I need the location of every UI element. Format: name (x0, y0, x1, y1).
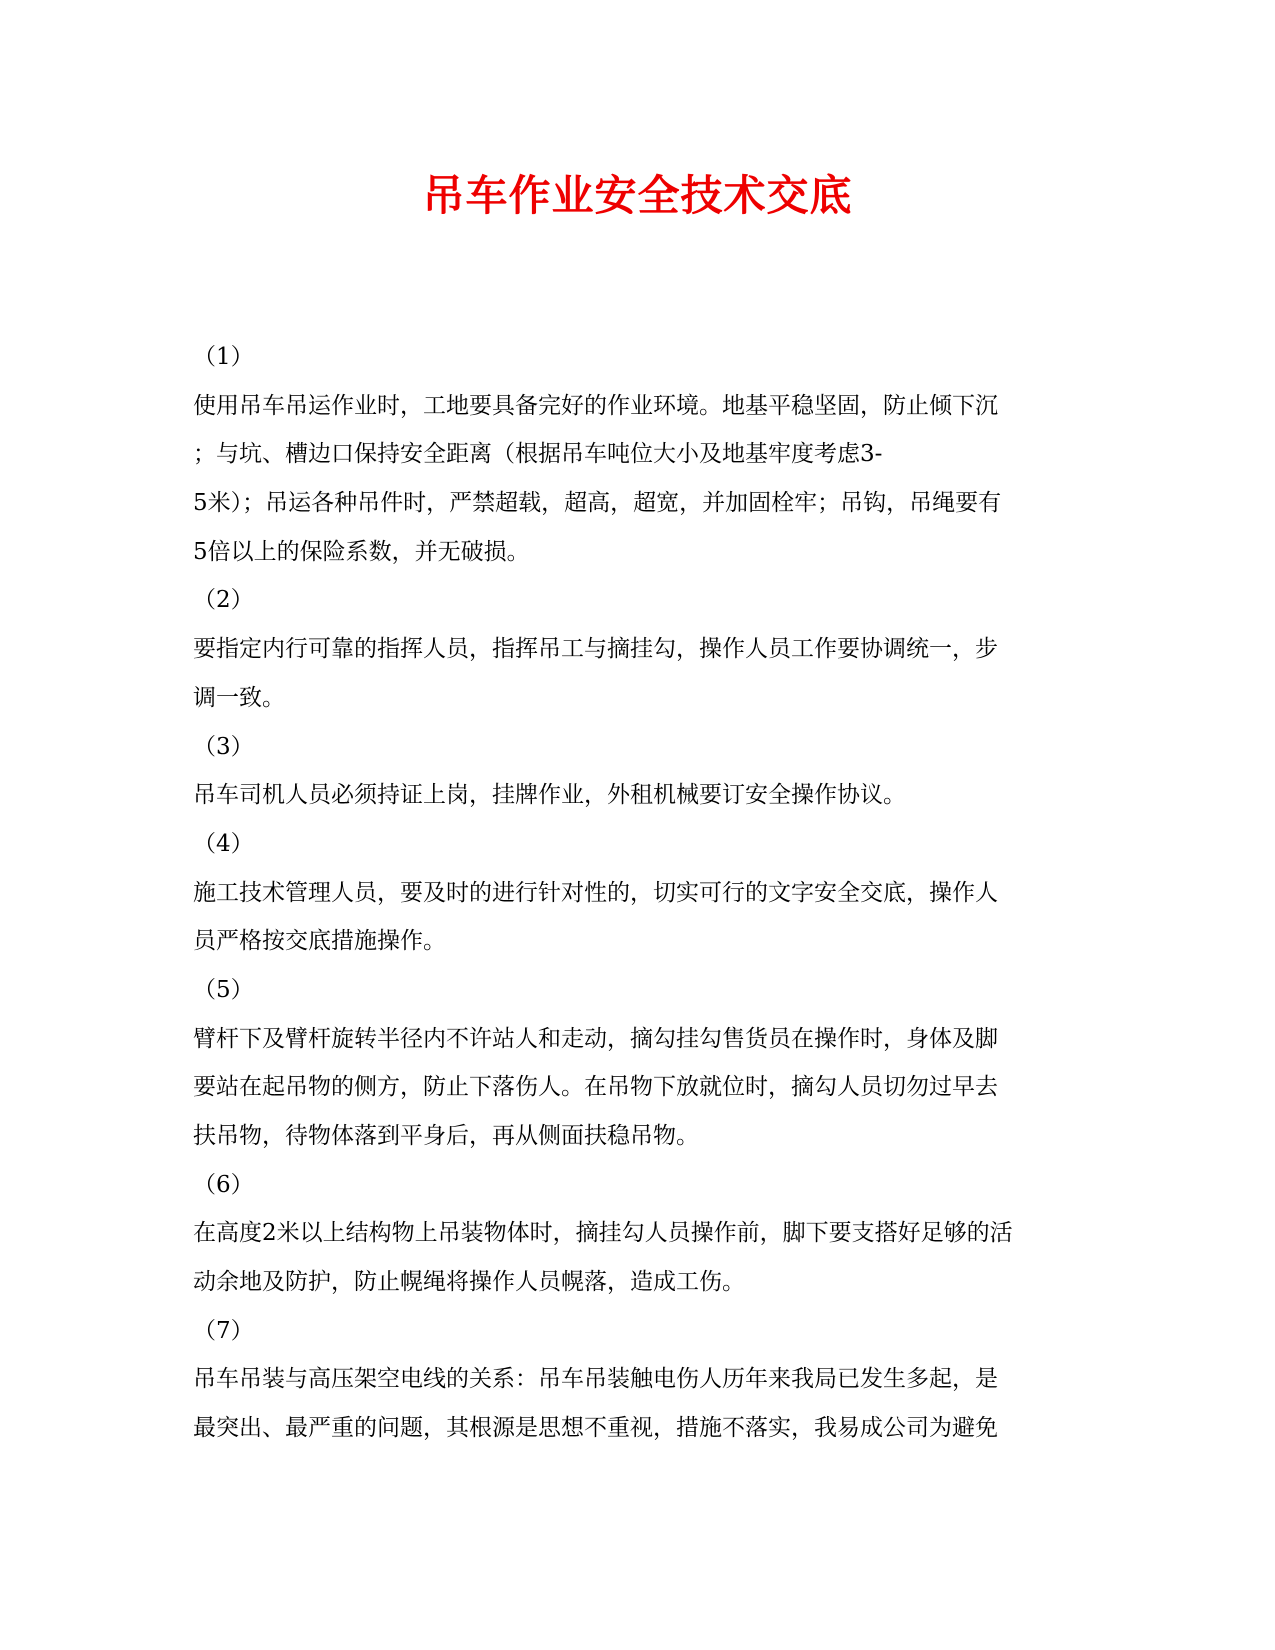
document-title: 吊车作业安全技术交底 (422, 171, 853, 220)
body-line: 使用吊车吊运作业时，工地要具备完好的作业环境。地基平稳坚固，防止倾下沉 (193, 392, 998, 419)
body-line: 员严格按交底措施操作。 (193, 928, 446, 955)
body-line: 施工技术管理人员，要及时的进行针对性的，切实可行的文字安全交底，操作人 (193, 879, 998, 906)
section-number: （3） (193, 733, 254, 760)
section-number: （4） (193, 830, 254, 857)
body-line: 在高度2米以上结构物上吊装物体时，摘挂勾人员操作前，脚下要支搭好足够的活 (193, 1220, 1013, 1247)
body-line: 动余地及防护，防止幌绳将操作人员幌落，造成工伤。 (193, 1269, 745, 1296)
body-line: 吊车吊装与高压架空电线的关系：吊车吊装触电伤人历年来我局已发生多起，是 (193, 1366, 998, 1393)
body-line: 吊车司机人员必须持证上岗，挂牌作业，外租机械要订安全操作协议。 (193, 782, 906, 809)
section-number: （7） (193, 1317, 254, 1344)
section-number: （6） (193, 1171, 254, 1198)
section-number: （2） (193, 587, 254, 614)
body-line: 扶吊物，待物体落到平身后，再从侧面扶稳吊物。 (193, 1123, 699, 1149)
body-line: 5米）；吊运各种吊件时，严禁超载，超高，超宽，并加固栓牢；吊钩，吊绳要有 (193, 490, 1002, 517)
body-line: 最突出、最严重的问题，其根源是思想不重视，措施不落实，我易成公司为避免 (193, 1415, 998, 1442)
section-number: （1） (193, 344, 254, 370)
section-number: （5） (193, 976, 254, 1003)
body-line: ；与坑、槽边口保持安全距离（根据吊车吨位大小及地基牢度考虑3- (193, 441, 883, 468)
body-line: 5倍以上的保险系数，并无破损。 (193, 538, 530, 565)
body-line: 要站在起吊物的侧方，防止下落伤人。在吊物下放就位时，摘勾人员切勿过早去 (193, 1074, 998, 1101)
document-body (193, 333, 1083, 1453)
body-line: 调一致。 (193, 684, 285, 711)
body-line: 臂杆下及臂杆旋转半径内不许站人和走动，摘勾挂勾售货员在操作时，身体及脚 (193, 1025, 998, 1052)
body-line: 要指定内行可靠的指挥人员，指挥吊工与摘挂勾，操作人员工作要协调统一，步 (193, 636, 998, 663)
